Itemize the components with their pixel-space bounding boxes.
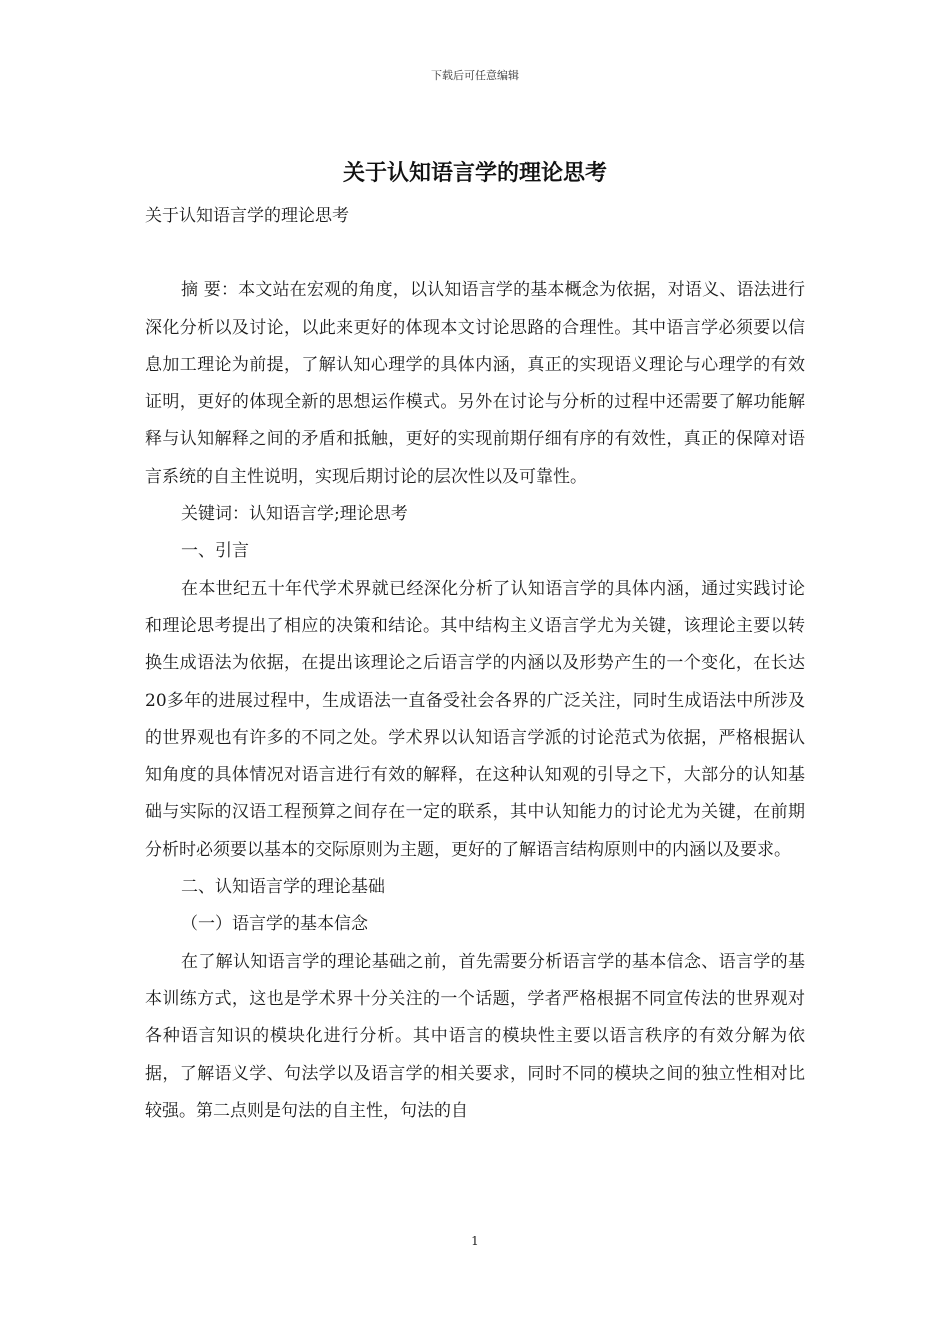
document-title: 关于认知语言学的理论思考 — [342, 160, 607, 186]
document-body — [145, 198, 805, 1130]
introduction-paragraph: 在本世纪五十年代学术界就已经深化分析了认知语言学的具体内涵，通过实践讨论和理论思考提出了相应的决策和结论。其中结构主义语言学尤为关键，该理论主要以转换生成语法为依据，在提出该理论之后语言学的内涵以及形势产生的一个变化，在长达20多年的进展过程中，生成语法一直备受社会各界的广泛关注，同时生成语法中所涉及的世界观也有许多的不同之处。学术界以认知语言学派的讨论范式为依据，严格根据认知角度的具体情况对语言进行有效的解释，在这种认知观的引导之下，大部分的认知基础与实际的汉语工程预算之间存在一定的联系，其中认知能力的讨论尤为关键，在前期分析时必须要以基本的交际原则为主题，更好的了解语言结构原则中的内涵以及要求。 — [145, 578, 805, 860]
header-note: 下载后可任意编辑 — [431, 69, 519, 82]
subsection-heading-basic-beliefs: （一）语言学的基本信念 — [181, 914, 368, 935]
section-heading-introduction: 一、引言 — [181, 541, 249, 562]
basic-beliefs-paragraph: 在了解认知语言学的理论基础之前，首先需要分析语言学的基本信念、语言学的基本训练方式，这也是学术界十分关注的一个话题，学者严格根据不同宣传法的世界观对各种语言知识的模块化进行分析。其中语言的模块性主要以语言秩序的有效分解为依据，了解语义学、句法学以及语言学的相关要求，同时不同的模块之间的独立性相对比较强。第二点则是句法的自主性，句法的自 — [145, 951, 805, 1121]
abstract-paragraph: 摘 要：本文站在宏观的角度，以认知语言学的基本概念为依据，对语义、语法进行深化分析以及讨论，以此来更好的体现本文讨论思路的合理性。其中语言学必须要以信息加工理论为前提，了解认知心理学的具体内涵，真正的实现语义理论与心理学的有效证明，更好的体现全新的思想运作模式。另外在讨论与分析的过程中还需要了解功能解释与认知解释之间的矛盾和抵触，更好的实现前期仔细有序的有效性，真正的保障对语言系统的自主性说明，实现后期讨论的层次性以及可靠性。 — [145, 280, 805, 487]
page-number: 1 — [471, 1234, 479, 1248]
document-subtitle: 关于认知语言学的理论思考 — [145, 206, 349, 226]
keywords-line: 关键词：认知语言学;理论思考 — [181, 504, 408, 525]
section-heading-theory-basis: 二、认知语言学的理论基础 — [181, 877, 385, 898]
